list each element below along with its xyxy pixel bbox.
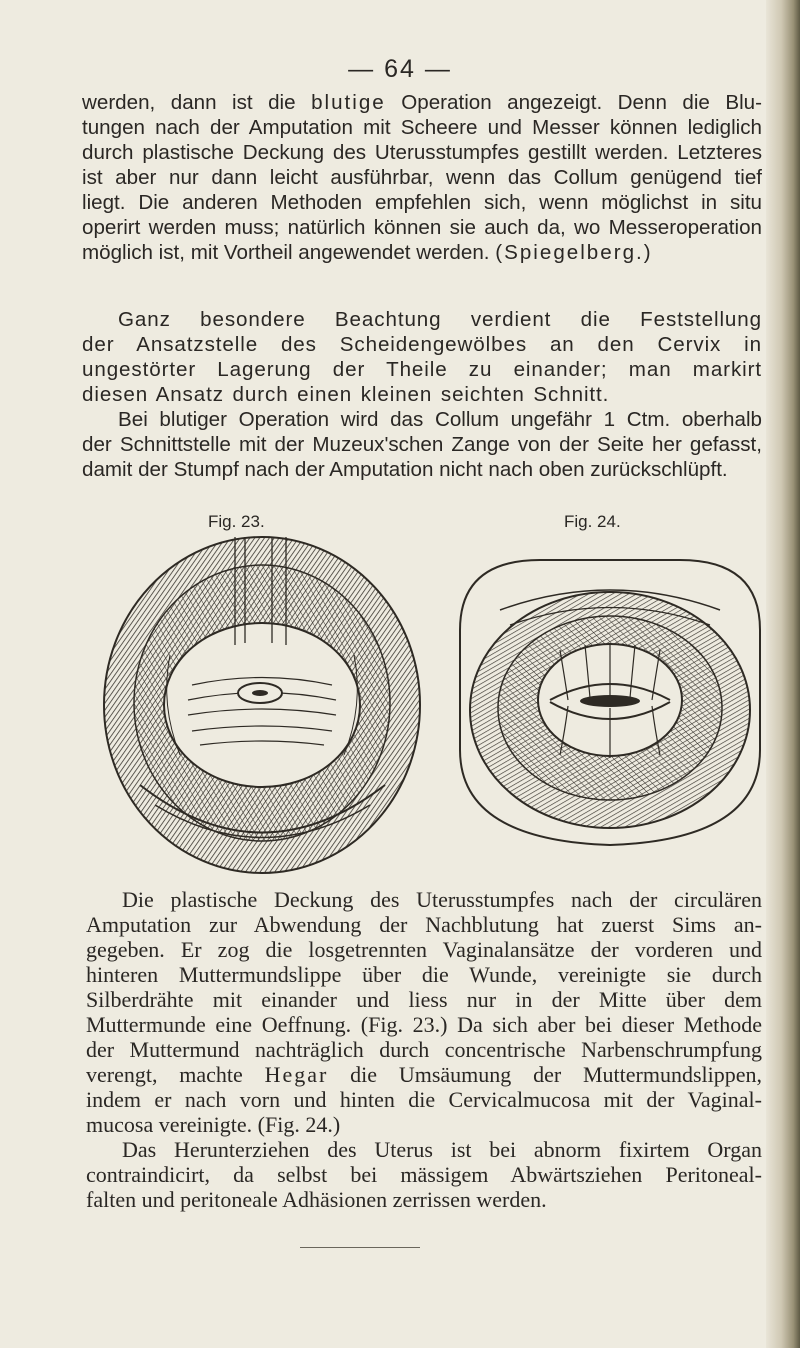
spaced-word: blutige xyxy=(311,91,386,114)
paragraph-3 xyxy=(82,407,762,482)
text-line: falten und peritoneale Adhäsionen zerrissen werden. xyxy=(86,1187,547,1212)
text-line xyxy=(82,90,762,115)
text-line: durch plastische Deckung des Uterusstumpfes gestillt werden. Letzteres xyxy=(82,141,762,164)
text-span: verengt, machte xyxy=(86,1062,243,1087)
paragraph-1 xyxy=(82,90,762,265)
text-span: die Umsäumung der Muttermundslippen, xyxy=(350,1062,763,1087)
text-line: operirt werden muss; natürlich können sie auch da, wo Messeroperation xyxy=(82,216,762,239)
text-line: hinteren Muttermundslippe über die Wunde, vereinigte sie durch xyxy=(86,962,762,987)
text-line: Muttermunde eine Oeffnung. (Fig. 23.) Da sich aber bei dieser Methode xyxy=(86,1012,762,1037)
figure-24-illustration xyxy=(440,550,775,850)
text-line: mucosa vereinigte. (Fig. 24.) xyxy=(86,1112,341,1137)
page-number: — 64 — xyxy=(348,55,452,83)
text-line: contraindicirt, da selbst bei mässigem Abwärtsziehen Peritoneal- xyxy=(86,1162,762,1187)
text-line: Bei blutiger Operation wird das Collum ungefähr 1 Ctm. oberhalb xyxy=(118,408,762,431)
text-line xyxy=(82,240,762,265)
text-span: möglich ist, mit Vortheil angewendet werden. xyxy=(82,241,490,264)
text-line xyxy=(86,1062,762,1087)
text-line: Ganz besondere Beachtung verdient die Feststellung xyxy=(118,308,762,331)
text-line: liegt. Die anderen Methoden empfehlen sich, wenn möglichst in situ xyxy=(82,191,762,214)
text-line: Amputation zur Abwendung der Nachblutung hat zuerst Sims an- xyxy=(86,912,762,937)
figure-24-caption: Fig. 24. xyxy=(564,512,621,531)
paragraph-4 xyxy=(86,887,762,1212)
text-line: tungen nach der Amputation mit Scheere und Messer können lediglich xyxy=(82,116,762,139)
text-line: ist aber nur dann leicht ausführbar, wenn das Collum genügend tief xyxy=(82,166,762,189)
text-span: Operation angezeigt. Denn die Blu- xyxy=(401,91,762,114)
figure-23-illustration xyxy=(100,535,426,885)
text-line: damit der Stumpf nach der Amputation nicht nach oben zurückschlüpft. xyxy=(82,458,728,481)
paragraph-2-spaced xyxy=(82,307,762,407)
spaced-word: Hegar xyxy=(264,1062,329,1087)
text-span: werden, dann ist die xyxy=(82,91,296,114)
text-line: der Schnittstelle mit der Muzeux'schen Zange von der Seite her gefasst, xyxy=(82,433,762,456)
text-line: der Ansatzstelle des Scheidengewölbes an den Cervix in xyxy=(82,333,762,356)
text-line: Silberdrähte mit einander und liess nur in der Mitte über dem xyxy=(86,987,762,1012)
text-line: Die plastische Deckung des Uterusstumpfes nach der circulären xyxy=(122,887,762,912)
text-line: diesen Ansatz durch einen kleinen seichten Schnitt. xyxy=(82,383,610,406)
text-line: ungestörter Lagerung der Theile zu einander; man markirt xyxy=(82,358,762,381)
text-line: der Muttermund nachträglich durch concentrische Narbenschrumpfung xyxy=(86,1037,762,1062)
figure-23-caption: Fig. 23. xyxy=(208,512,265,531)
text-line: Das Herunterziehen des Uterus ist bei abnorm fixirtem Organ xyxy=(122,1137,762,1162)
text-line: indem er nach vorn und hinten die Cervicalmucosa mit der Vaginal- xyxy=(86,1087,762,1112)
pencil-underline xyxy=(300,1247,420,1248)
text-line: gegeben. Er zog die losgetrennten Vaginalansätze der vorderen und xyxy=(86,937,762,962)
spaced-word: (Spiegelberg.) xyxy=(495,241,653,264)
